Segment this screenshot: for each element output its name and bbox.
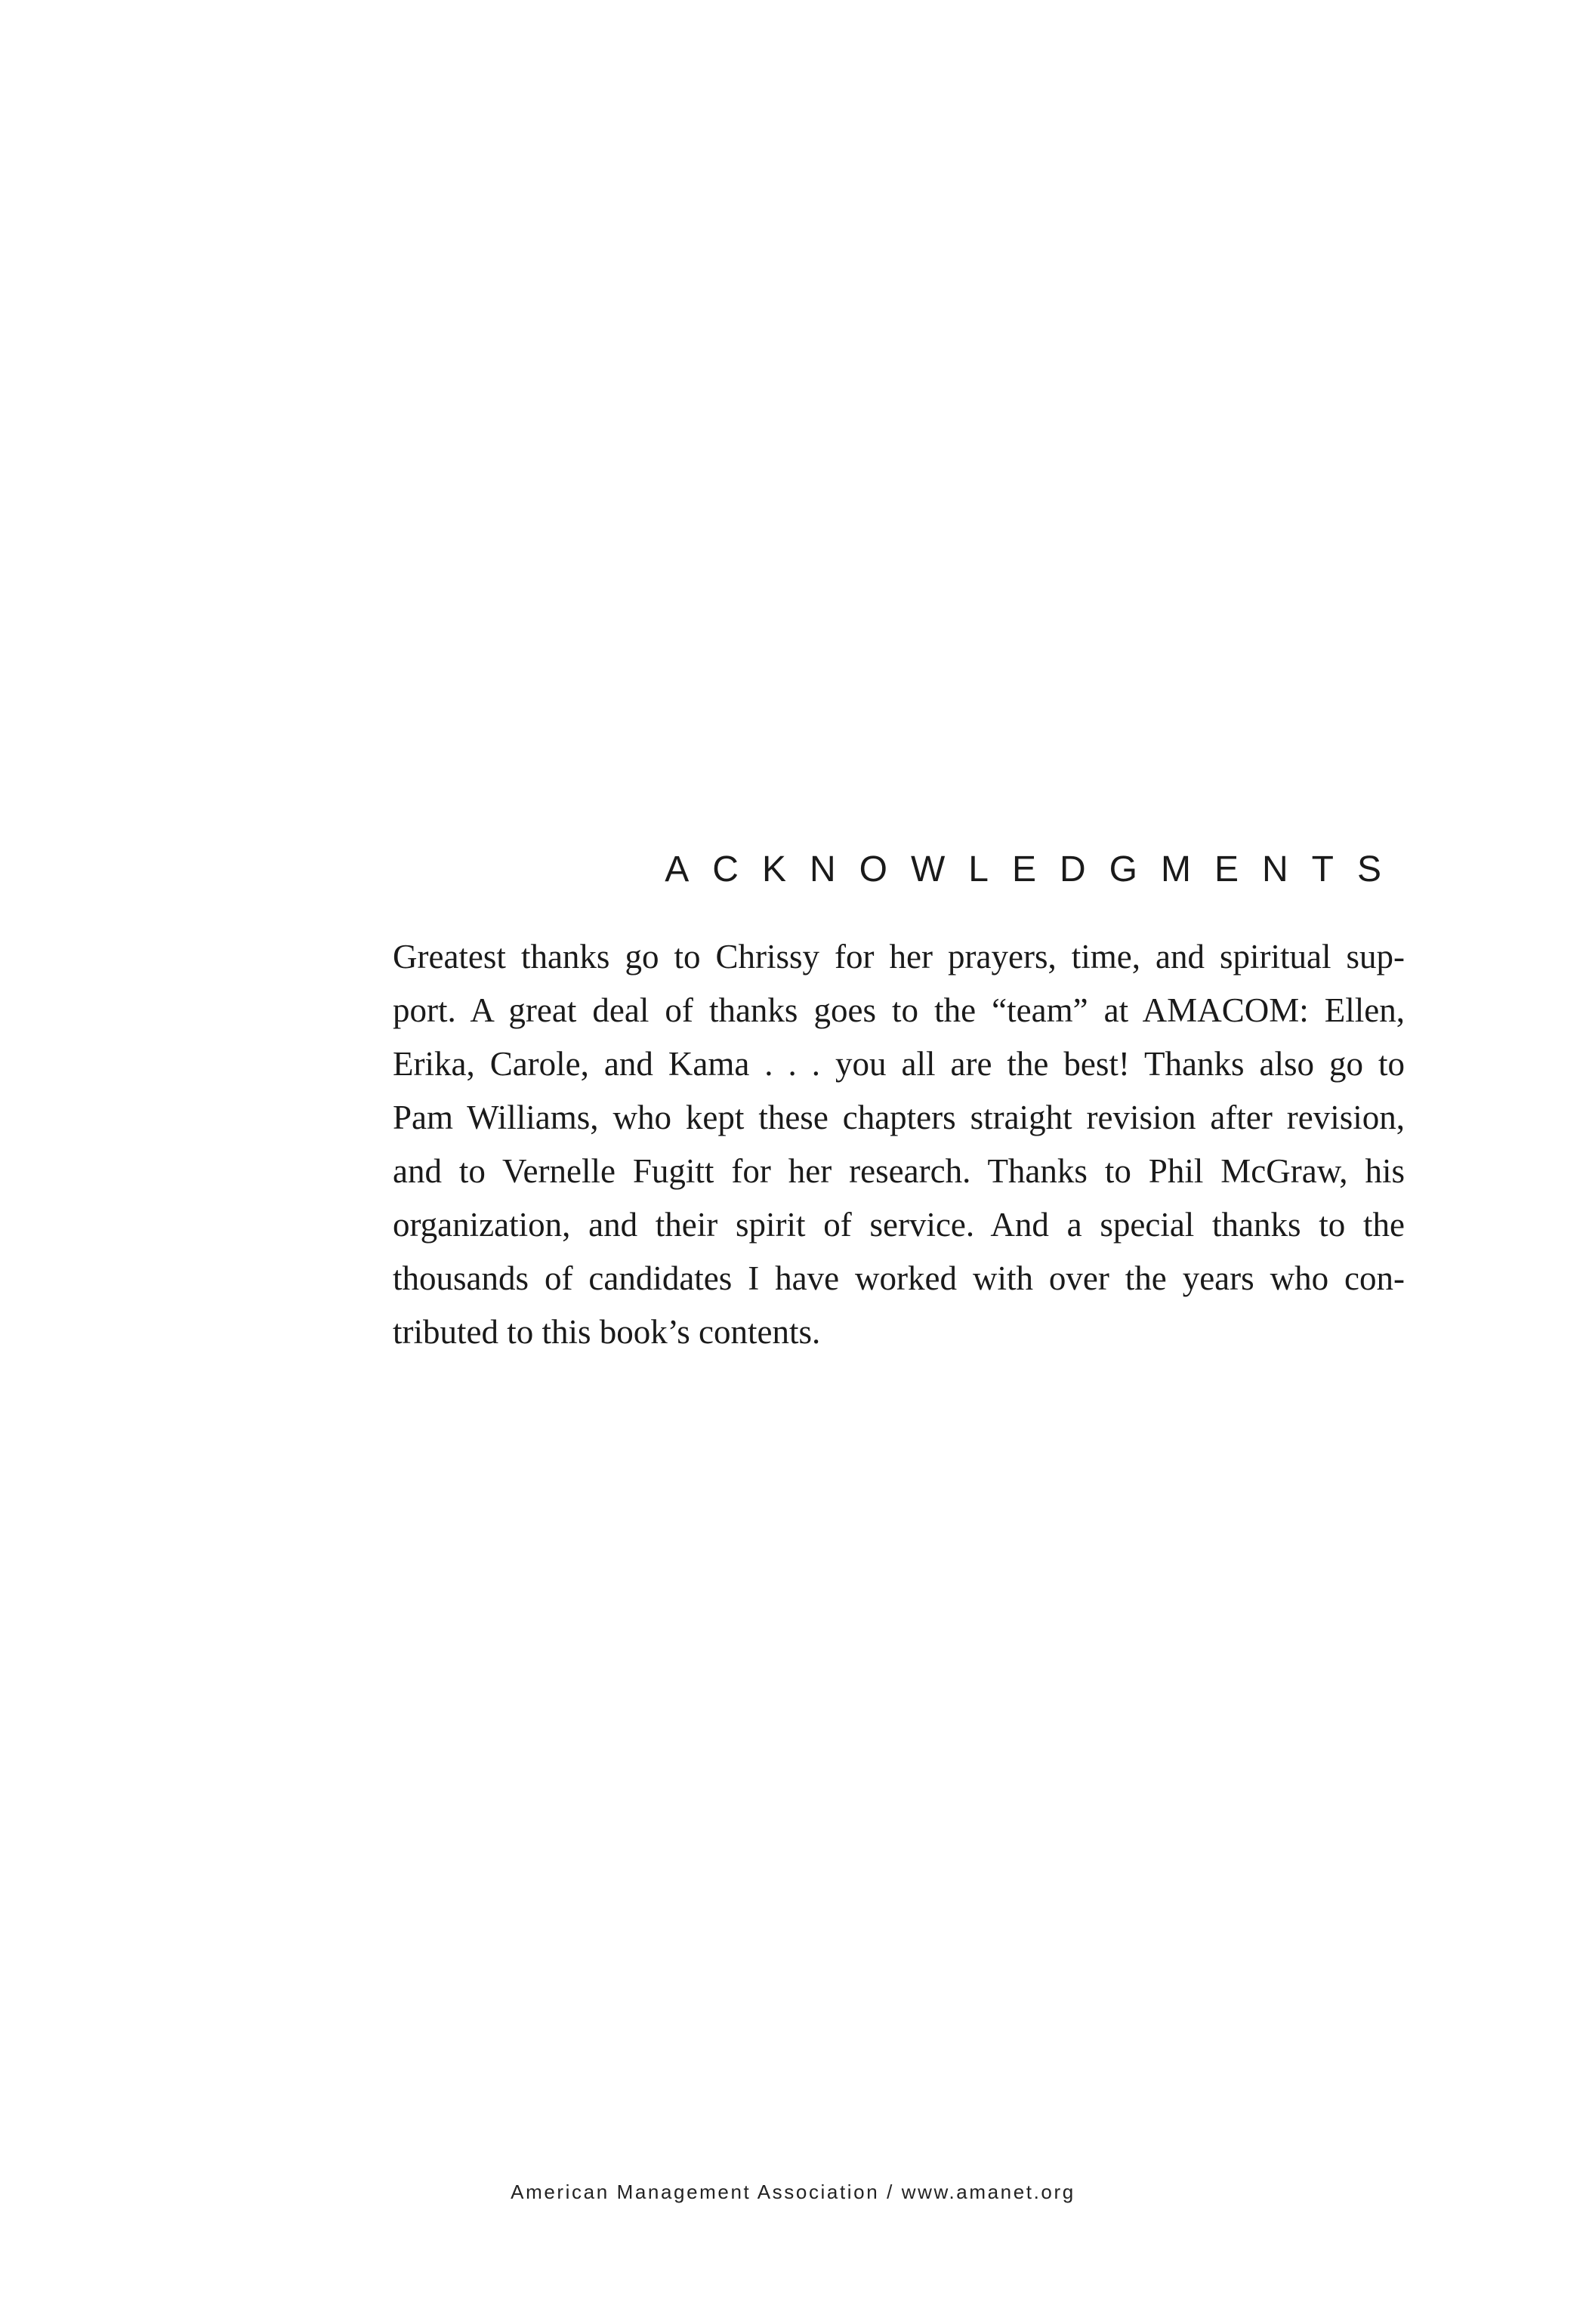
paragraph-line: Greatest thanks go to Chrissy for her prayers, time, and spiritual sup- [393,938,1405,976]
paragraph-line: Pam Williams, who kept these chapters straight revision after revision, [393,1099,1405,1136]
paragraph-line: Erika, Carole, and Kama . . . you all are the best! Thanks also go to [393,1045,1405,1083]
paragraph-line: port. A great deal of thanks goes to the “team” at AMACOM: Ellen, [393,991,1405,1029]
paragraph-line: thousands of candidates I have worked with over the years who con- [393,1259,1405,1297]
page-footer: American Management Association / www.amanet.org [511,2181,1075,2203]
paragraph-line: and to Vernelle Fugitt for her research. Thanks to Phil McGraw, his [393,1152,1405,1190]
paragraph-line: organization, and their spirit of service. And a special thanks to the [393,1206,1405,1244]
acknowledgments-paragraph [393,930,1405,1359]
page-heading: ACKNOWLEDGMENTS [665,849,1405,889]
paragraph-line: tributed to this book’s contents. [393,1313,821,1351]
